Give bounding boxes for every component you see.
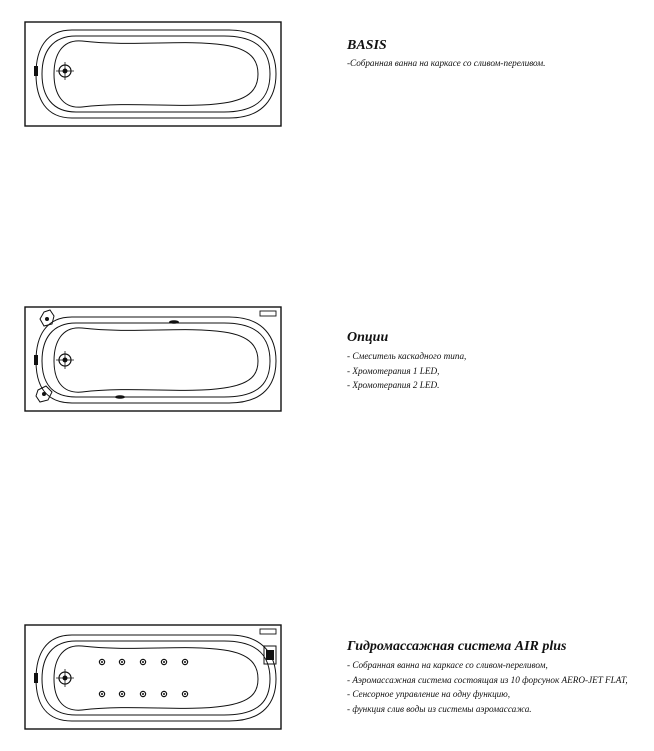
- list-item: - Сенсорное управление на одну функцию,: [347, 689, 511, 699]
- list-item: - Аэромассажная система состоящая из 10 форсунок AERO-JET FLAT,: [347, 674, 628, 685]
- section-title: Опции: [347, 330, 389, 345]
- list-item: - функция слив воды из системы аэромассажа.: [347, 703, 532, 714]
- list-item: -Собранная ванна на каркасе со сливом-переливом.: [347, 58, 546, 68]
- section-title: Гидромассажная система AIR plus: [347, 639, 567, 654]
- bathtub-air-plus-drawing: [24, 624, 282, 730]
- bathtub-options-drawing: [24, 306, 282, 412]
- list-item: - Хромотерапия 1 LED,: [347, 365, 440, 376]
- list-item: - Хромотерапия 2 LED.: [347, 380, 440, 390]
- list-item: - Собранная ванна на каркасе со сливом-переливом,: [347, 660, 548, 670]
- section-title: BASIS: [347, 38, 387, 53]
- list-item: - Смеситель каскадного типа,: [347, 351, 467, 361]
- bathtub-basis-drawing: [24, 21, 282, 127]
